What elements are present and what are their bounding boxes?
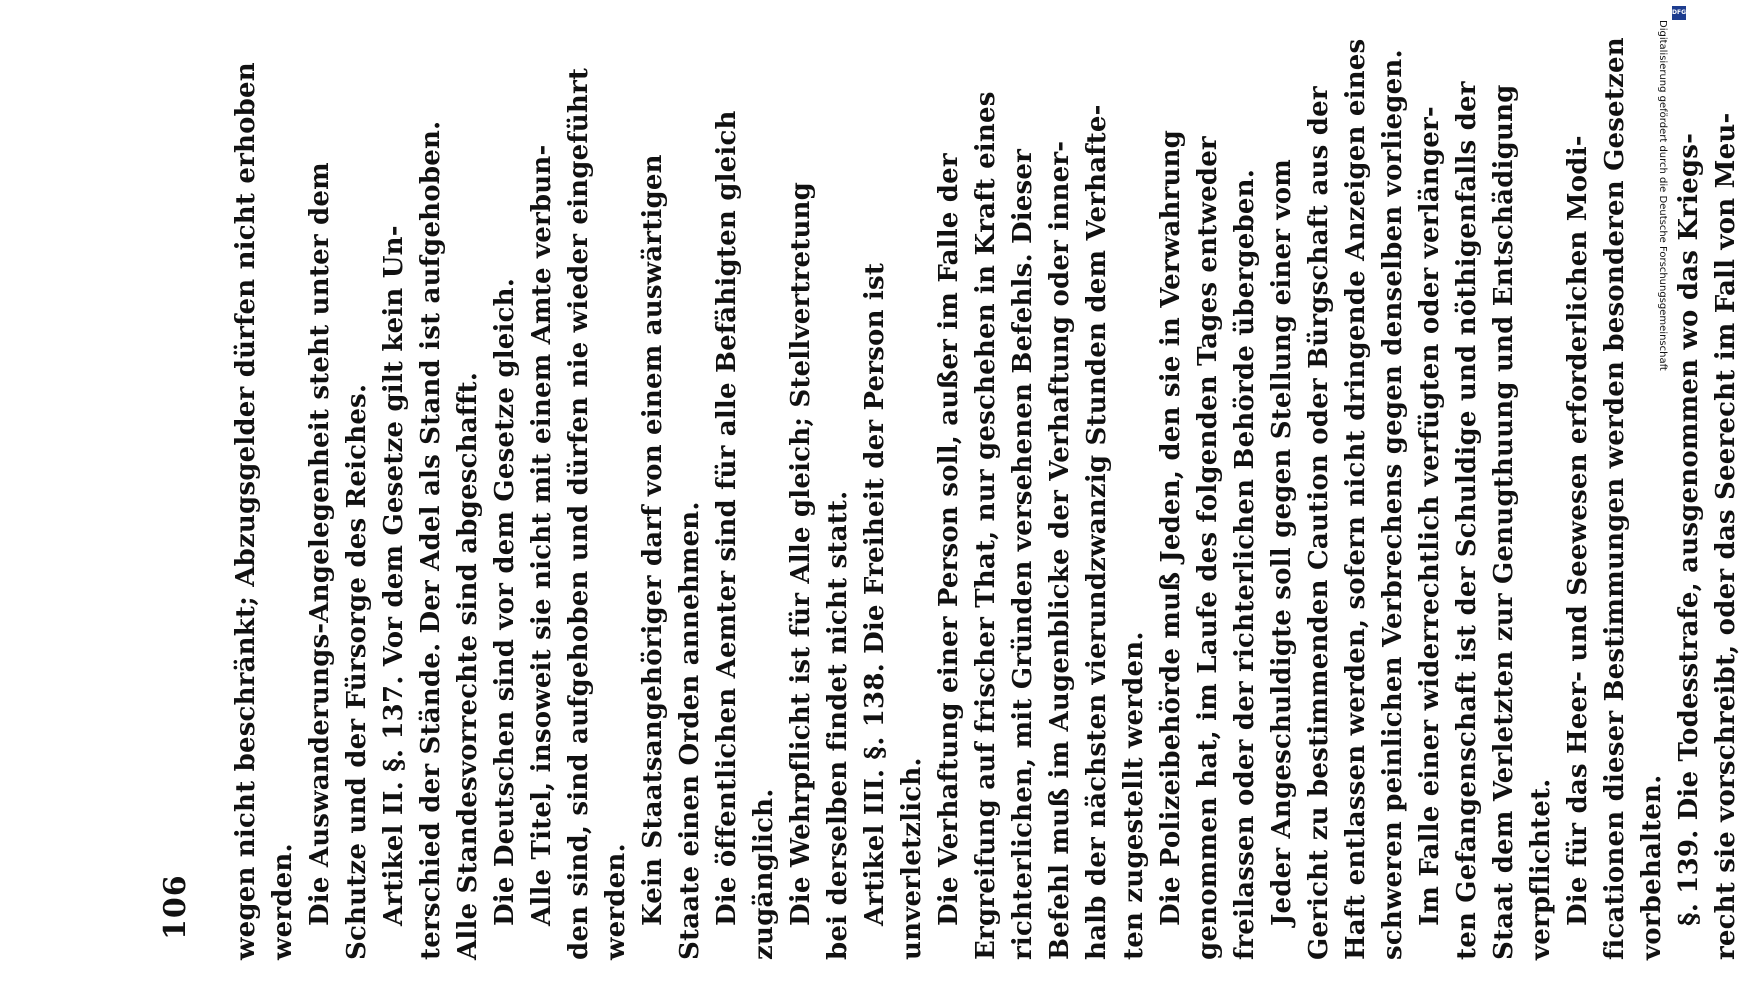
text-line: Kein Staatsangehöriger darf von einem auswärtigen: [638, 154, 668, 926]
text-line: werden.: [601, 843, 631, 960]
text-line: Im Falle einer widerrechtlich verfügten oder verlänger-: [1415, 106, 1445, 926]
text-line: unverletzlich.: [897, 757, 927, 960]
text-line: Gericht zu bestimmenden Caution oder Bürgschaft aus der: [1304, 86, 1334, 960]
text-line: ten zugestellt werden.: [1119, 631, 1149, 960]
text-line: Ergreifung auf frischer That, nur geschehen in Kraft eines: [971, 91, 1001, 960]
text-line: Artikel III. §. 138. Die Freiheit der Person ist: [860, 262, 890, 926]
text-line: bei derselben findet nicht statt.: [823, 490, 853, 960]
text-line: Die Auswanderungs-Angelegenheit steht unter dem: [305, 162, 335, 926]
text-line: Alle Standesvorrechte sind abgeschafft.: [453, 372, 483, 960]
text-line: recht sie vorschreibt, oder das Seerecht im Fall von Meu-: [1711, 112, 1741, 960]
page-body-text: [228, 37, 1745, 960]
text-line: Jeder Angeschuldigte soll gegen Stellung einer vom: [1267, 159, 1297, 926]
text-line: Staate einen Orden annehmen.: [675, 501, 705, 960]
text-line: wegen nicht beschränkt; Abzugsgelder dürfen nicht erhoben: [231, 62, 261, 960]
text-line: richterlichen, mit Gründen versehenen Befehls. Dieser: [1008, 148, 1038, 960]
text-line: genommen hat, im Laufe des folgenden Tages entweder: [1193, 136, 1223, 960]
text-line: Alle Titel, insoweit sie nicht mit einem Amte verbun-: [527, 144, 557, 926]
text-line: Staat dem Verletzten zur Genugthuung und Entschädigung: [1489, 84, 1519, 960]
text-line: Schutze und der Fürsorge des Reiches.: [342, 383, 372, 960]
digitization-credit: Digitalisierung gefördert durch die Deutsche Forschungsgemeinschaft: [1657, 20, 1668, 371]
page-number: 106: [158, 874, 193, 940]
text-line: verpflichtet.: [1526, 778, 1556, 960]
text-line: Artikel II. §. 137. Vor dem Gesetze gilt kein Un-: [379, 225, 409, 926]
text-line: freilassen oder der richterlichen Behörde übergeben.: [1230, 169, 1260, 960]
text-line: werden.: [268, 843, 298, 960]
text-line: zugänglich.: [749, 788, 779, 960]
text-line: Die Deutschen sind vor dem Gesetze gleich.: [490, 278, 520, 926]
text-line: ficationen dieser Bestimmungen werden besonderen Gesetzen: [1600, 37, 1630, 960]
text-line: den sind, sind aufgehoben und dürfen nie wieder eingeführt: [564, 67, 594, 960]
text-line: vorbehalten.: [1637, 774, 1667, 960]
text-line: §. 139. Die Todesstrafe, ausgenommen wo das Kriegs-: [1674, 132, 1704, 926]
text-line: Die für das Heer- und Seewesen erforderlichen Modi-: [1563, 135, 1593, 926]
dfg-logo: DFG: [1672, 6, 1686, 20]
text-line: Befehl muß im Augenblicke der Verhaftung oder inner-: [1045, 140, 1075, 960]
text-line: Die öffentlichen Aemter sind für alle Befähigten gleich: [712, 110, 742, 926]
text-line: Die Verhaftung einer Person soll, außer im Falle der: [934, 153, 964, 926]
text-line: Die Polizeibehörde muß Jeden, den sie in Verwahrung: [1156, 129, 1186, 926]
text-line: Die Wehrpflicht ist für Alle gleich; Stellvertretung: [786, 181, 816, 926]
text-line: halb der nächsten vierundzwanzig Stunden dem Verhafte-: [1082, 104, 1112, 960]
text-line: schweren peinlichen Verbrechens gegen denselben vorliegen.: [1378, 49, 1408, 960]
text-line: Haft entlassen werden, sofern nicht dringende Anzeigen eines: [1341, 38, 1371, 960]
text-line: terschied der Stände. Der Adel als Stand ist aufgehoben.: [416, 120, 446, 960]
text-line: ten Gefangenschaft ist der Schuldige und nöthigenfalls der: [1452, 81, 1482, 960]
